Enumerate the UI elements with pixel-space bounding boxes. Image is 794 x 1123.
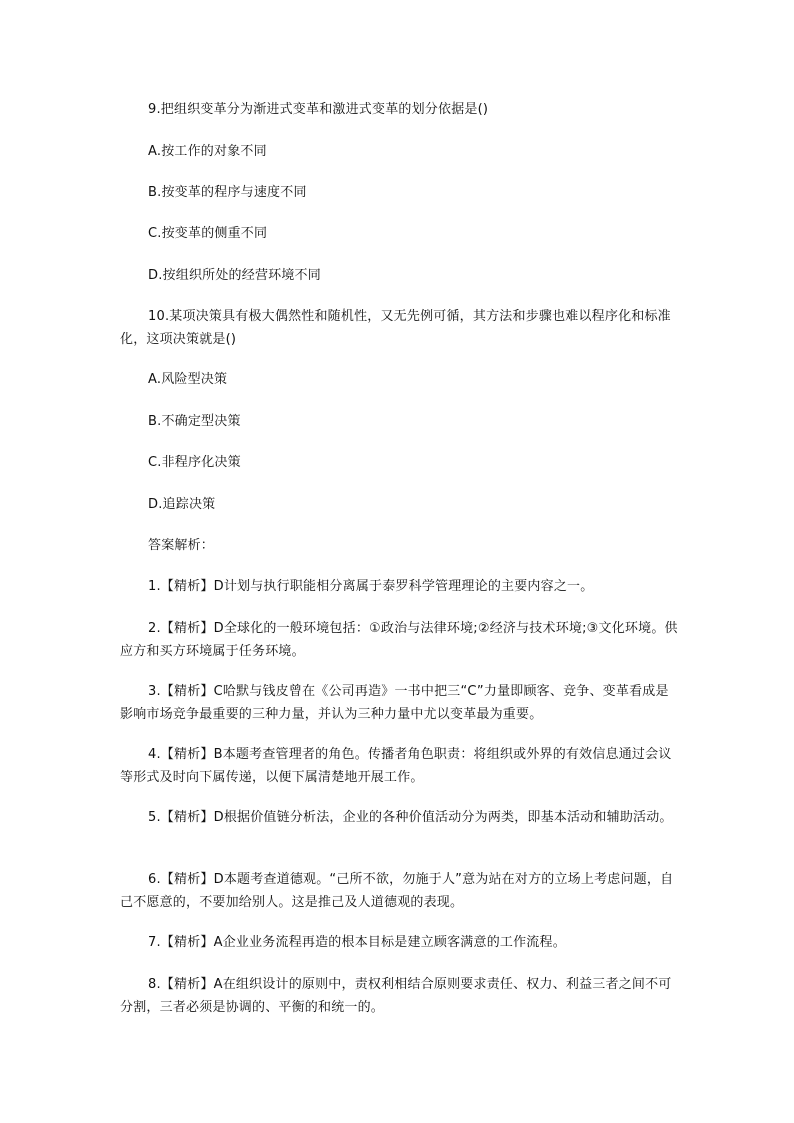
answers-heading: 答案解析： [148,538,215,553]
question-10-stem: 10.某项决策具有极大偶然性和随机性，又无先例可循，其方法和步骤也难以程序化和标准化，这项决策就是() [120,309,671,347]
answer-item-7: 7.【精析】A企业业务流程再造的根本目标是建立顾客满意的工作流程。 [148,935,566,950]
question-10-option-a: A.风险型决策 [148,372,228,387]
answer-item-8: 8.【精析】A在组织设计的原则中，责权利相结合原则要求责任、权力、利益三者之间不可分割，三者必须是协调的、平衡的和统一的。 [120,977,672,1015]
answer-item-3: 3.【精析】C哈默与钱皮曾在《公司再造》一书中把三“C”力量即顾客、竞争、变革看成是影响市场竞争最重要的三种力量，并认为三种力量中尤以变革最为重要。 [120,684,669,722]
answer-item-4: 4.【精析】B本题考查管理者的角色。传播者角色职责：将组织或外界的有效信息通过会议等形式及时向下属传递，以便下属清楚地开展工作。 [120,747,672,785]
answer-item-6: 6.【精析】D本题考查道德观。“己所不欲，勿施于人”意为站在对方的立场上考虑问题，自己不愿意的，不要加给别人。这是推己及人道德观的表现。 [120,872,674,910]
answer-item-2: 2.【精析】D全球化的一般环境包括：①政治与法律环境;②经济与技术环境;③文化环境。供应方和买方环境属于任务环境。 [120,621,678,659]
question-10-option-b: B.不确定型决策 [148,414,241,429]
question-9-option-c: C.按变革的侧重不同 [148,226,268,241]
question-9-option-a: A.按工作的对象不同 [148,144,267,159]
question-9-stem: 9.把组织变革分为渐进式变革和激进式变革的划分依据是() [148,102,489,117]
question-9-option-b: B.按变革的程序与速度不同 [148,185,307,200]
question-10-option-c: C.非程序化决策 [148,455,241,470]
question-10-option-d: D.追踪决策 [148,497,216,512]
answer-item-1: 1.【精析】D计划与执行职能相分离属于泰罗科学管理理论的主要内容之一。 [148,579,594,594]
question-9-option-d: D.按组织所处的经营环境不同 [148,268,321,283]
answer-item-5: 5.【精析】D根据价值链分析法，企业的各种价值活动分为两类，即基本活动和辅助活动。 [148,810,673,825]
